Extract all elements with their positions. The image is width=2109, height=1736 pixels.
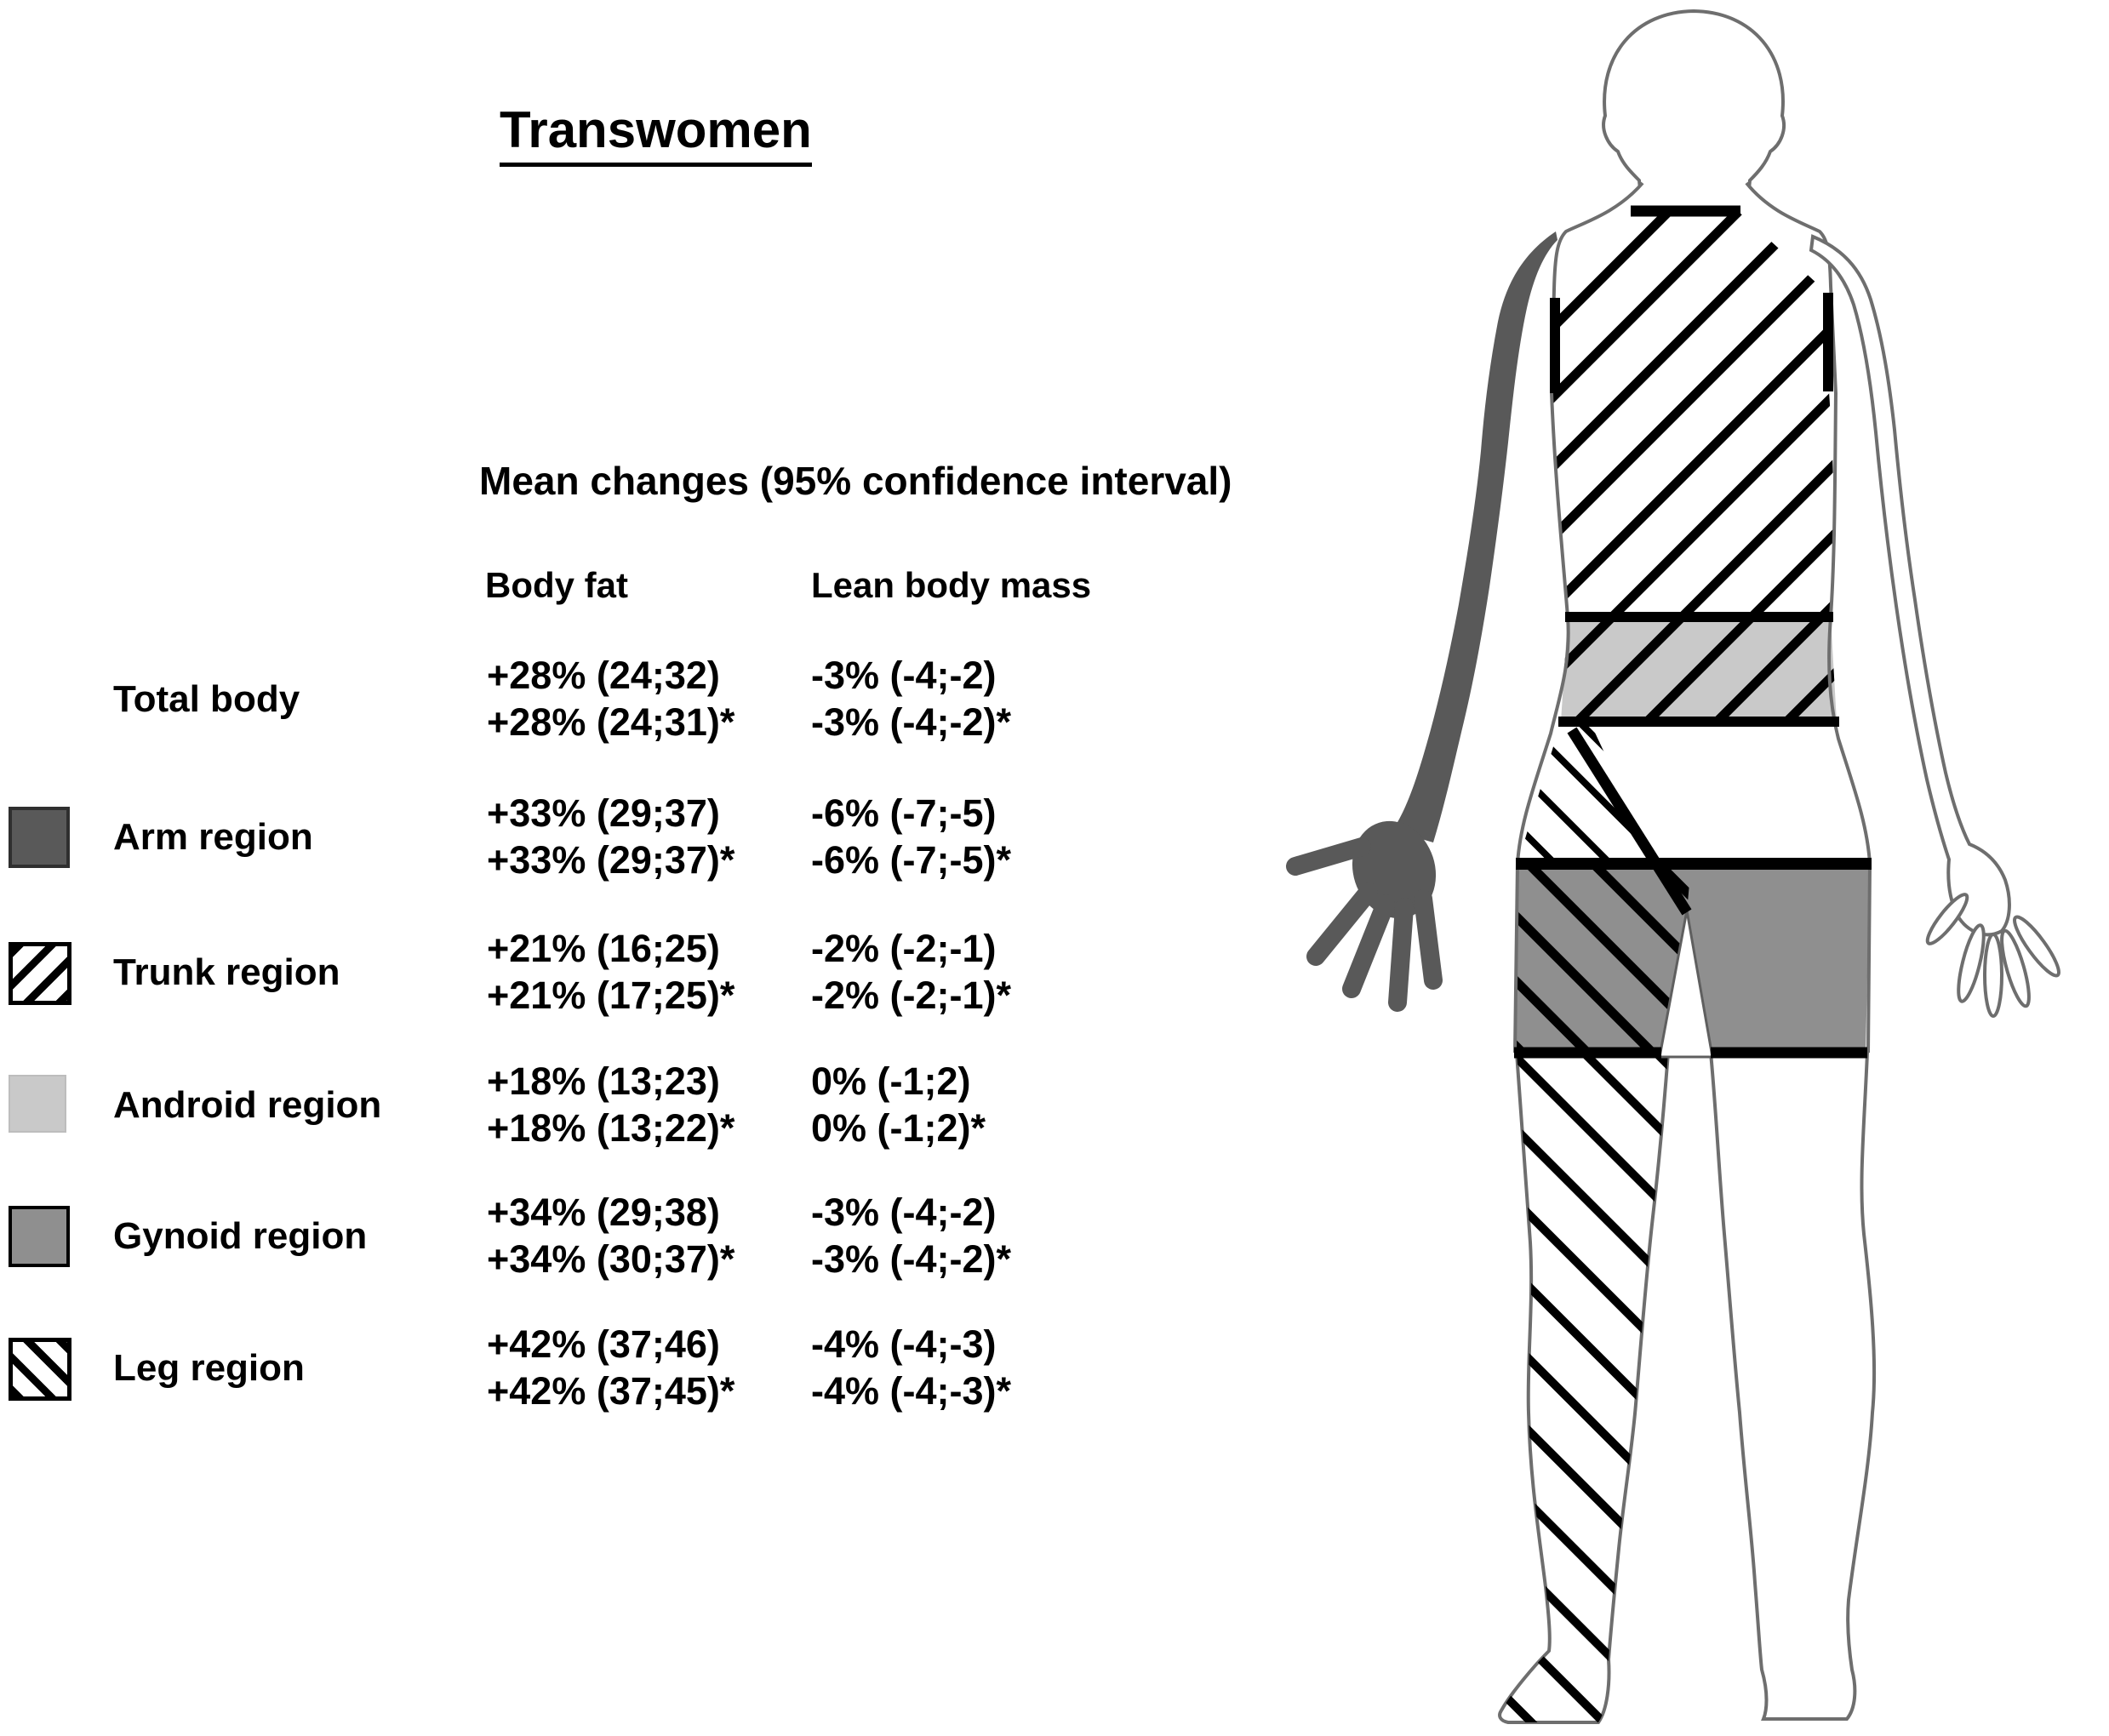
table-row: [0, 925, 1226, 1020]
figure-title: Transwomen: [500, 100, 812, 167]
body-fat-values: [487, 1058, 734, 1151]
body-fat-values: [487, 925, 734, 1019]
body-fat-values: [487, 790, 734, 883]
table-row: [0, 1189, 1226, 1284]
lean-mass-values: [811, 790, 1011, 883]
body-fat-values: [487, 1321, 734, 1414]
table-row: [0, 652, 1226, 747]
column-header-body-fat: Body fat: [485, 565, 628, 605]
lean-mass-line1: -2% (-2;-1): [811, 927, 997, 970]
body-fat-line2: +33% (29;37)*: [487, 838, 735, 882]
table-row: [0, 1058, 1226, 1153]
table-header: Mean changes (95% confidence interval): [479, 459, 1232, 503]
lean-mass-line1: 0% (-1;2): [811, 1059, 971, 1103]
body-fat-line2: +21% (17;25)*: [487, 974, 735, 1017]
lean-mass-line1: -3% (-4;-2): [811, 1191, 997, 1234]
lean-mass-values: [811, 925, 1011, 1019]
body-fat-line1: +42% (37;46): [487, 1322, 720, 1366]
row-label: Leg region: [113, 1347, 305, 1389]
lean-mass-values: [811, 652, 1011, 745]
row-label: Gynoid region: [113, 1215, 368, 1257]
legend-swatch-arm-region: [9, 807, 70, 868]
body-fat-line1: +33% (29;37): [487, 791, 720, 835]
body-fat-line2: +42% (37;45)*: [487, 1369, 735, 1413]
body-fat-line1: +21% (16;25): [487, 927, 720, 970]
column-header-lean-body-mass: Lean body mass: [811, 565, 1092, 605]
body-fat-line2: +18% (13;22)*: [487, 1106, 735, 1150]
lean-mass-line2: -2% (-2;-1)*: [811, 974, 1012, 1017]
row-label: Arm region: [113, 816, 313, 858]
lean-mass-line2: -4% (-4;-3)*: [811, 1369, 1012, 1413]
legend-swatch-leg-region: [9, 1338, 71, 1401]
lean-mass-line2: 0% (-1;2)*: [811, 1106, 986, 1150]
lean-mass-line2: -6% (-7;-5)*: [811, 838, 1012, 882]
lean-mass-line2: -3% (-4;-2)*: [811, 1237, 1012, 1281]
arm-region-fill: [1392, 231, 1557, 842]
legend-swatch-trunk-region: [9, 942, 71, 1005]
body-fat-values: [487, 652, 734, 745]
table-row: [0, 790, 1226, 885]
row-label: Total body: [113, 678, 300, 720]
lean-mass-values: [811, 1321, 1011, 1414]
body-fat-line1: +18% (13;23): [487, 1059, 720, 1103]
trunk-region-hatch: [1552, 211, 1834, 617]
legend-swatch-gynoid-region: [9, 1206, 70, 1267]
body-fat-line2: +34% (30;37)*: [487, 1237, 735, 1281]
lean-mass-line1: -4% (-4;-3): [811, 1322, 997, 1366]
body-fat-line2: +28% (24;31)*: [487, 700, 735, 744]
lean-mass-line1: -3% (-4;-2): [811, 654, 997, 697]
body-fat-line1: +28% (24;32): [487, 654, 720, 697]
table-row: [0, 1321, 1226, 1416]
body-diagram: [1217, 0, 2109, 1736]
android-region-hatch: [1561, 617, 1837, 722]
lean-mass-line2: -3% (-4;-2)*: [811, 700, 1012, 744]
body-fat-values: [487, 1189, 734, 1282]
body-fat-line1: +34% (29;38): [487, 1191, 720, 1234]
legend-swatch-android-region: [9, 1075, 66, 1133]
lean-mass-values: [811, 1189, 1011, 1282]
row-label: Trunk region: [113, 951, 340, 993]
leg-region-hatch: [1500, 1053, 1668, 1722]
lean-mass-values: [811, 1058, 986, 1151]
lean-mass-line1: -6% (-7;-5): [811, 791, 997, 835]
row-label: Android region: [113, 1084, 382, 1126]
right-leg-outline: [1711, 1053, 1874, 1719]
